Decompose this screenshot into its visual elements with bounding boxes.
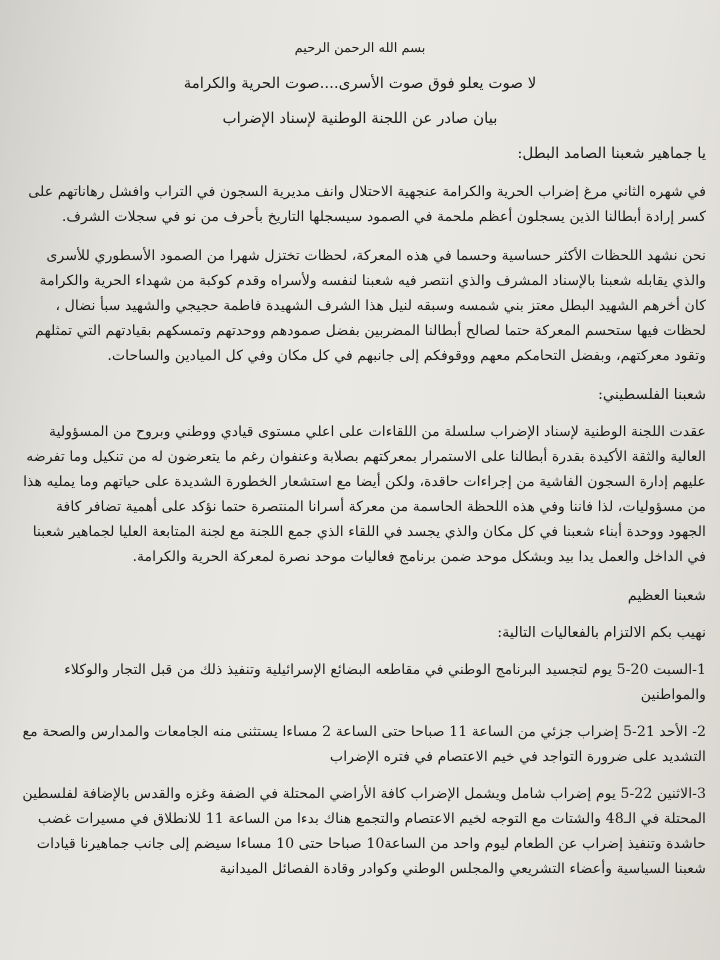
subheading-great-people: شعبنا العظيم [627,588,706,604]
statement-title: بيان صادر عن اللجنة الوطنية لإسناد الإضراب [222,109,498,127]
slogan-heading: لا صوت يعلو فوق صوت الأسرى....صوت الحرية والكرامة [183,74,537,92]
basmala: بسم الله الرحمن الرحيم [294,41,426,56]
activity-item: 3-الاثنين 22-5 يوم إضراب شامل ويشمل الإضراب كافة الأراضي المحتلة في الضفة وغزه والقدس بالإضافة لفلسطين المحتلة في الـ48 والشتات مع التوجه لخيم الاعتصام والتجمع هناك بدءا من الساعة 11 للانطلاق في مسيرات غضب حاشدة وتنفيذ إضراب عن الطعام ليوم واحد من الساعة10 صباحا حتى 10 مساءا سيضم إلى جانب جماهيرنا قيادات شعبنا السياسية وأعضاء التشريعي والمجلس الوطني وكوادر وقادة الفصائل الميدانية [22,786,706,877]
paragraph-1: في شهره الثاني مرغ إضراب الحرية والكرامة عنجهية الاحتلال وانف مديرية السجون في التراب وافشل رهاناتهم على كسر إرادة أبطالنا الذين يسجلون أعظم ملحمة في الصمود سيسجلها التاريخ بأحرف من نو في سجلات الشرف. [28,184,706,225]
activities-intro: نهيب بكم الالتزام بالفعاليات التالية: [497,625,706,641]
subheading-palestinian-people: شعبنا الفلسطيني: [597,387,706,403]
statement-document [14,36,706,894]
paragraph-3: عقدت اللجنة الوطنية لإسناد الإضراب سلسلة من اللقاءات على اعلي مستوى قيادي ووطني وبروح من المسؤولية العالية والثقة الأكيدة بقدرة أبطالنا على الاستمرار بمعركتهم بصلابة وعنفوان رغم ما يتعرضون له من تنكيل وما تفرضه عليهم إدارة السجون الفاشية من إجراءات حاقدة، ولكن أيضا مع استشعار الخطورة الشديدة على حياتهم وما يمليه هذا من مسؤوليات، لذا فاننا وفي هذه اللحظة الحاسمة من معركة أسرانا المنتصرة حتما نؤكد على أهمية تضافر كافة الجهود ووحدة أبناء شعبنا في كل مكان والذي يجسد في اللقاء الذي جمع اللجنة مع لجنة المتابعة العليا لجماهير شعبنا في الداخل والعمل يدا بيد وبشكل موحد ضمن برنامج فعاليات موحد نصرة لمعركة الحرية والكرامة. [23,424,706,565]
paragraph-2: نحن نشهد اللحظات الأكثر حساسية وحسما في هذه المعركة، لحظات تختزل شهرا من الصمود الأسطوري للأسرى والذي يقابله شعبنا بالإسناد المشرف والذي انتصر فيه شعبنا لنفسه ولأسراه وقدم كوكبة من شهداء الحرية والكرامة كان أخرهم الشهيد البطل معتز بني شمسه وسبقه لنيل هذا الشرف الشهيدة فاطمة حجيجي والشهيد سبأ نضال ، لحظات فيها ستحسم المعركة حتما لصالح أبطالنا المضربين بفضل صمودهم ووحدتهم وتمسكهم بقيادتهم التي تمثلهم وتقود معركتهم، وبفضل التحامكم معهم ووقوفكم إلى جانبهم في كل مكان وفي كل الميادين والساحات. [35,248,706,364]
activity-item: 2- الأحد 21-5 إضراب جزئي من الساعة 11 صباحا حتى الساعة 2 مساءا يستثنى منه الجامعات والمدارس والصحة مع التشديد على ضرورة التواجد في خيم الاعتصام في فتره الإضراب [22,724,706,765]
salutation: يا جماهير شعبنا الصامد البطل: [517,144,706,162]
activity-item: 1-السبت 20-5 يوم لتجسيد البرنامج الوطني في مقاطعه البضائع الإسرائيلية وتنفيذ ذلك من قبل التجار والوكلاء والمواطنين [64,662,706,703]
